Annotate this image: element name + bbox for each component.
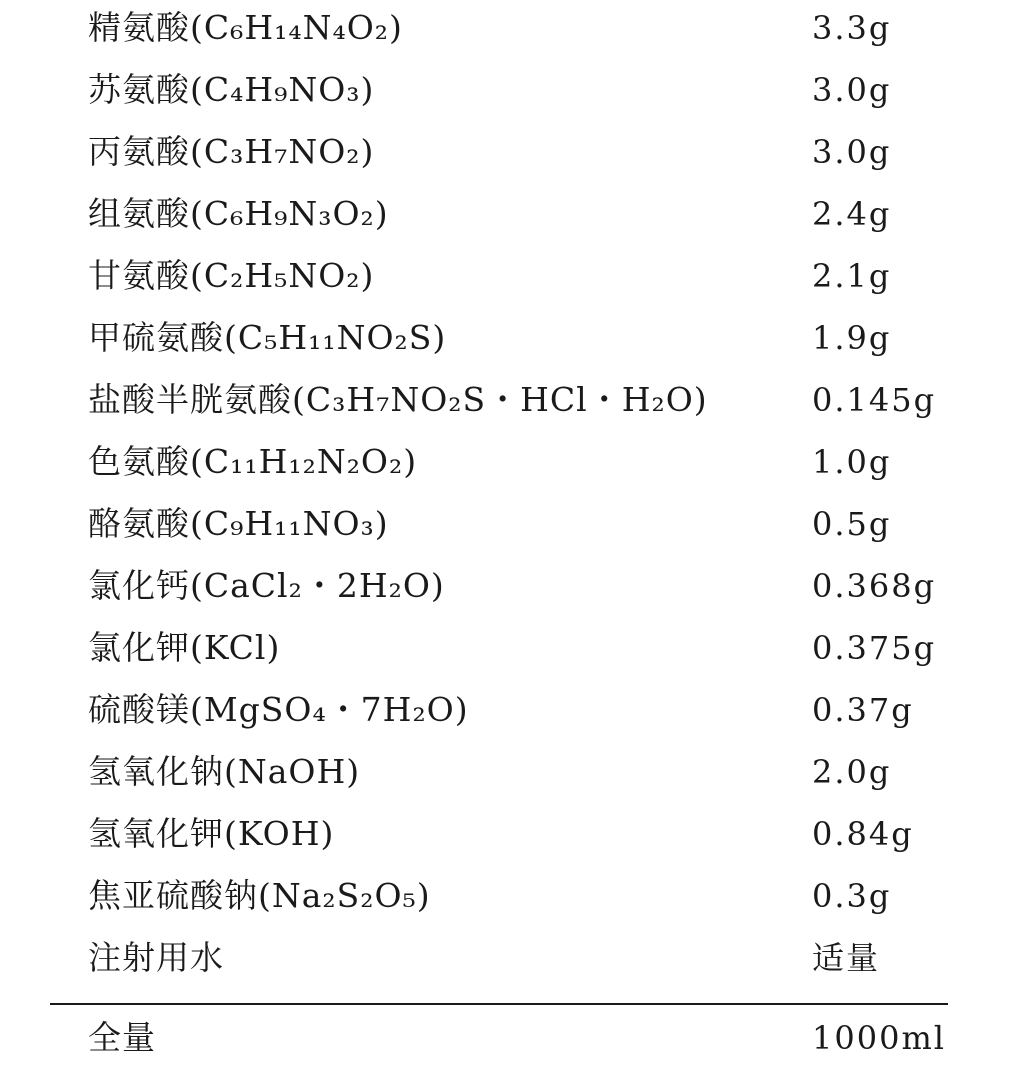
table-row xyxy=(0,124,1023,186)
total-amount: 1000ml xyxy=(812,1019,947,1057)
ingredient-amount: 3.0g xyxy=(812,133,892,171)
total-label: 全量 xyxy=(88,1018,156,1057)
table-row xyxy=(0,620,1023,682)
ingredient-name: 丙氨酸(C₃H₇NO₂) xyxy=(88,132,375,171)
table-row xyxy=(0,682,1023,744)
ingredient-amount: 3.0g xyxy=(812,71,892,109)
table-row xyxy=(0,372,1023,434)
ingredient-name: 甘氨酸(C₂H₅NO₂) xyxy=(88,256,375,295)
ingredient-name: 色氨酸(C₁₁H₁₂N₂O₂) xyxy=(88,442,418,481)
ingredient-name: 苏氨酸(C₄H₉NO₃) xyxy=(88,70,375,109)
table-row xyxy=(0,806,1023,868)
ingredient-amount: 2.4g xyxy=(812,195,892,233)
ingredient-name: 盐酸半胱氨酸(C₃H₇NO₂S・HCl・H₂O) xyxy=(88,380,708,419)
ingredient-name: 氯化钾(KCl) xyxy=(88,628,281,667)
ingredient-name: 酪氨酸(C₉H₁₁NO₃) xyxy=(88,504,389,543)
ingredient-name: 精氨酸(C₆H₁₄N₄O₂) xyxy=(88,8,403,47)
ingredient-amount: 适量 xyxy=(812,939,881,977)
ingredient-name: 氢氧化钾(KOH) xyxy=(88,814,335,853)
ingredient-name: 氯化钙(CaCl₂・2H₂O) xyxy=(88,566,445,605)
ingredient-name: 甲硫氨酸(C₅H₁₁NO₂S) xyxy=(88,318,447,357)
table-row xyxy=(0,248,1023,310)
ingredient-name: 焦亚硫酸钠(Na₂S₂O₅) xyxy=(88,876,431,915)
ingredient-name: 注射用水 xyxy=(88,938,224,977)
ingredient-amount: 0.368g xyxy=(812,567,937,605)
table-row xyxy=(0,310,1023,372)
ingredient-name: 硫酸镁(MgSO₄・7H₂O) xyxy=(88,690,469,729)
table-row xyxy=(0,496,1023,558)
table-row xyxy=(0,434,1023,496)
total-divider xyxy=(50,1003,948,1005)
table-row xyxy=(0,930,1023,992)
ingredient-amount: 0.3g xyxy=(812,877,892,915)
ingredient-amount: 2.1g xyxy=(812,257,892,295)
table-row xyxy=(0,744,1023,806)
ingredient-amount: 0.145g xyxy=(812,381,937,419)
ingredient-amount: 1.9g xyxy=(812,319,892,357)
ingredient-amount: 0.37g xyxy=(812,691,914,729)
table-row xyxy=(0,0,1023,62)
table-row xyxy=(0,558,1023,620)
table-row xyxy=(0,62,1023,124)
ingredient-amount: 2.0g xyxy=(812,753,892,791)
ingredient-amount: 0.375g xyxy=(812,629,937,667)
ingredient-amount: 0.84g xyxy=(812,815,914,853)
ingredient-name: 氢氧化钠(NaOH) xyxy=(88,752,361,791)
ingredient-amount: 1.0g xyxy=(812,443,892,481)
total-row xyxy=(0,1010,1023,1072)
ingredient-amount: 3.3g xyxy=(812,9,892,47)
table-row xyxy=(0,868,1023,930)
ingredient-amount: 0.5g xyxy=(812,505,892,543)
ingredient-name: 组氨酸(C₆H₉N₃O₂) xyxy=(88,194,389,233)
table-row xyxy=(0,186,1023,248)
